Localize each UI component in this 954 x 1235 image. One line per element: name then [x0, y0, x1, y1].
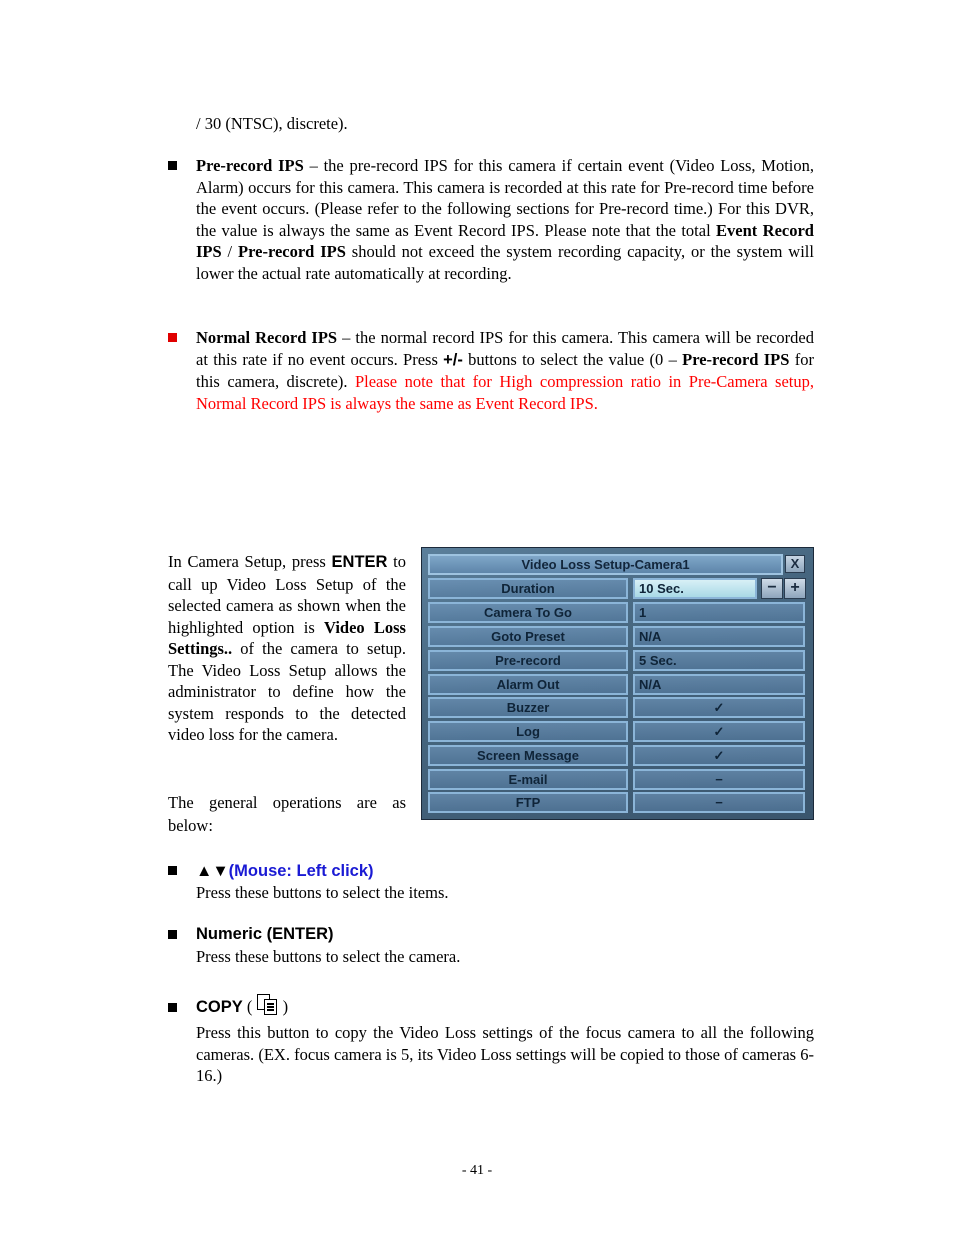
- bullet-pre-record: [168, 161, 177, 170]
- op-numeric-text: Press these buttons to select the camera.: [196, 947, 461, 966]
- menu-title: Video Loss Setup-Camera1: [428, 554, 783, 575]
- op-copy-heading: [196, 994, 288, 1019]
- menu-row-camera-to-go[interactable]: [428, 602, 807, 623]
- row-label: Pre-record: [428, 650, 628, 671]
- plus-minus-keys: +/-: [443, 350, 463, 369]
- row-label: Goto Preset: [428, 626, 628, 647]
- bullet-numeric: [168, 930, 177, 939]
- checkmark-icon[interactable]: ✓: [633, 697, 805, 718]
- op-arrows-text: Press these buttons to select the items.: [196, 883, 449, 902]
- normal-record-term: Normal Record IPS: [196, 328, 338, 347]
- close-icon[interactable]: X: [785, 555, 805, 573]
- up-down-arrows-icon: ▲▼: [196, 862, 229, 880]
- intro-text-2: to call up Video Loss Setup of the selected camera as shown when the highlighted option is: [168, 552, 406, 637]
- pre-record-paragraph: [196, 155, 814, 284]
- menu-row-alarm-out[interactable]: [428, 674, 807, 695]
- plus-button[interactable]: +: [784, 578, 806, 599]
- row-label: Log: [428, 721, 628, 742]
- op-numeric-heading: Numeric (ENTER): [196, 925, 334, 943]
- intro-paragraph: [168, 551, 406, 746]
- row-label: Duration: [428, 578, 628, 599]
- copy-label: COPY: [196, 998, 243, 1016]
- bullet-normal-record: [168, 333, 177, 342]
- page-number: - 41 -: [461, 1163, 493, 1178]
- red-note: Please note that for High compression ratio in Pre-Camera setup, Normal Record IPS is always the same as Event Record IPS.: [196, 372, 815, 413]
- event-record-ips-term: Event Record IPS: [196, 220, 814, 261]
- bullet-copy: [168, 1003, 177, 1012]
- row-value[interactable]: 5 Sec.: [633, 650, 805, 671]
- row-label: Buzzer: [428, 697, 628, 718]
- row-value[interactable]: 1: [633, 602, 805, 623]
- pre-record-ips-term: Pre-record IPS: [238, 242, 346, 261]
- paren-close: ): [278, 997, 289, 1016]
- menu-row-goto-preset[interactable]: [428, 626, 807, 647]
- copy-pages-icon: [257, 994, 279, 1016]
- intro-text-3: of the camera to setup. The Video Loss Setup allows the administrator to define how the system responds to the detected video loss for the camera.: [168, 639, 406, 744]
- row-label: FTP: [428, 792, 628, 813]
- row-label: Screen Message: [428, 745, 628, 766]
- pre-record-text-1: – the pre-record IPS for this camera if certain event (Video Loss, Motion, Alarm) occurs for this camera. This camera is recorded at this rate for Pre-record time before the event occurs. (Please refer to the following sections for Pre-record time.) For this DVR, the value is always the same as Event Record IPS. Please note that the total: [196, 156, 814, 240]
- pre-record-text-2: should not exceed the system recording capacity, or the system will lower the actual rate automatically at recording.: [196, 242, 814, 283]
- checkmark-icon[interactable]: ✓: [633, 745, 805, 766]
- op-arrows-heading: [196, 860, 374, 883]
- video-loss-setup-screenshot: [421, 547, 814, 820]
- intro-text-1: In Camera Setup, press: [168, 552, 332, 571]
- menu-row-duration[interactable]: [428, 578, 807, 599]
- pre-record-ips-term-2: Pre-record IPS: [682, 349, 790, 369]
- menu-row-ftp[interactable]: [428, 792, 807, 813]
- menu-row-pre-record[interactable]: [428, 650, 807, 671]
- row-value[interactable]: 10 Sec.: [633, 578, 757, 599]
- normal-record-text-1: – the normal record IPS for this camera. This camera will be recorded at this rate if no event occurs. Press: [196, 328, 814, 369]
- menu-row-buzzer[interactable]: [428, 697, 807, 718]
- normal-record-text-2: buttons to select the value (0 –: [462, 349, 683, 369]
- dash-icon[interactable]: −: [633, 769, 805, 790]
- paren-open: (: [242, 997, 257, 1016]
- video-loss-settings-term: Video Loss Settings..: [168, 617, 406, 658]
- row-value[interactable]: N/A: [633, 626, 805, 647]
- minus-button[interactable]: −: [761, 578, 783, 599]
- row-label: Alarm Out: [428, 674, 628, 695]
- pre-record-term: Pre-record IPS: [196, 156, 304, 175]
- op-copy-text: Press this button to copy the Video Loss settings of the focus camera to all the following cameras. (EX. focus camera is 5, its Video Loss settings will be copied to those of cameras 6-16.): [196, 1023, 814, 1085]
- slash: /: [221, 242, 239, 261]
- normal-record-text-3: for this camera, discrete).: [196, 349, 814, 391]
- row-label: Camera To Go: [428, 602, 628, 623]
- general-operations: The general operations are as below:: [168, 793, 406, 835]
- enter-key: ENTER: [331, 553, 388, 571]
- menu-row-screen-message[interactable]: [428, 745, 807, 766]
- row-value[interactable]: N/A: [633, 674, 805, 695]
- row-label: E-mail: [428, 769, 628, 790]
- menu-row-email[interactable]: [428, 769, 807, 790]
- normal-record-paragraph: [196, 327, 814, 414]
- dash-icon[interactable]: −: [633, 792, 805, 813]
- mouse-left-click-label: (Mouse: Left click): [228, 862, 374, 880]
- bullet-arrows: [168, 866, 177, 875]
- continued-line: / 30 (NTSC), discrete).: [196, 114, 348, 133]
- menu-row-log[interactable]: [428, 721, 807, 742]
- checkmark-icon[interactable]: ✓: [633, 721, 805, 742]
